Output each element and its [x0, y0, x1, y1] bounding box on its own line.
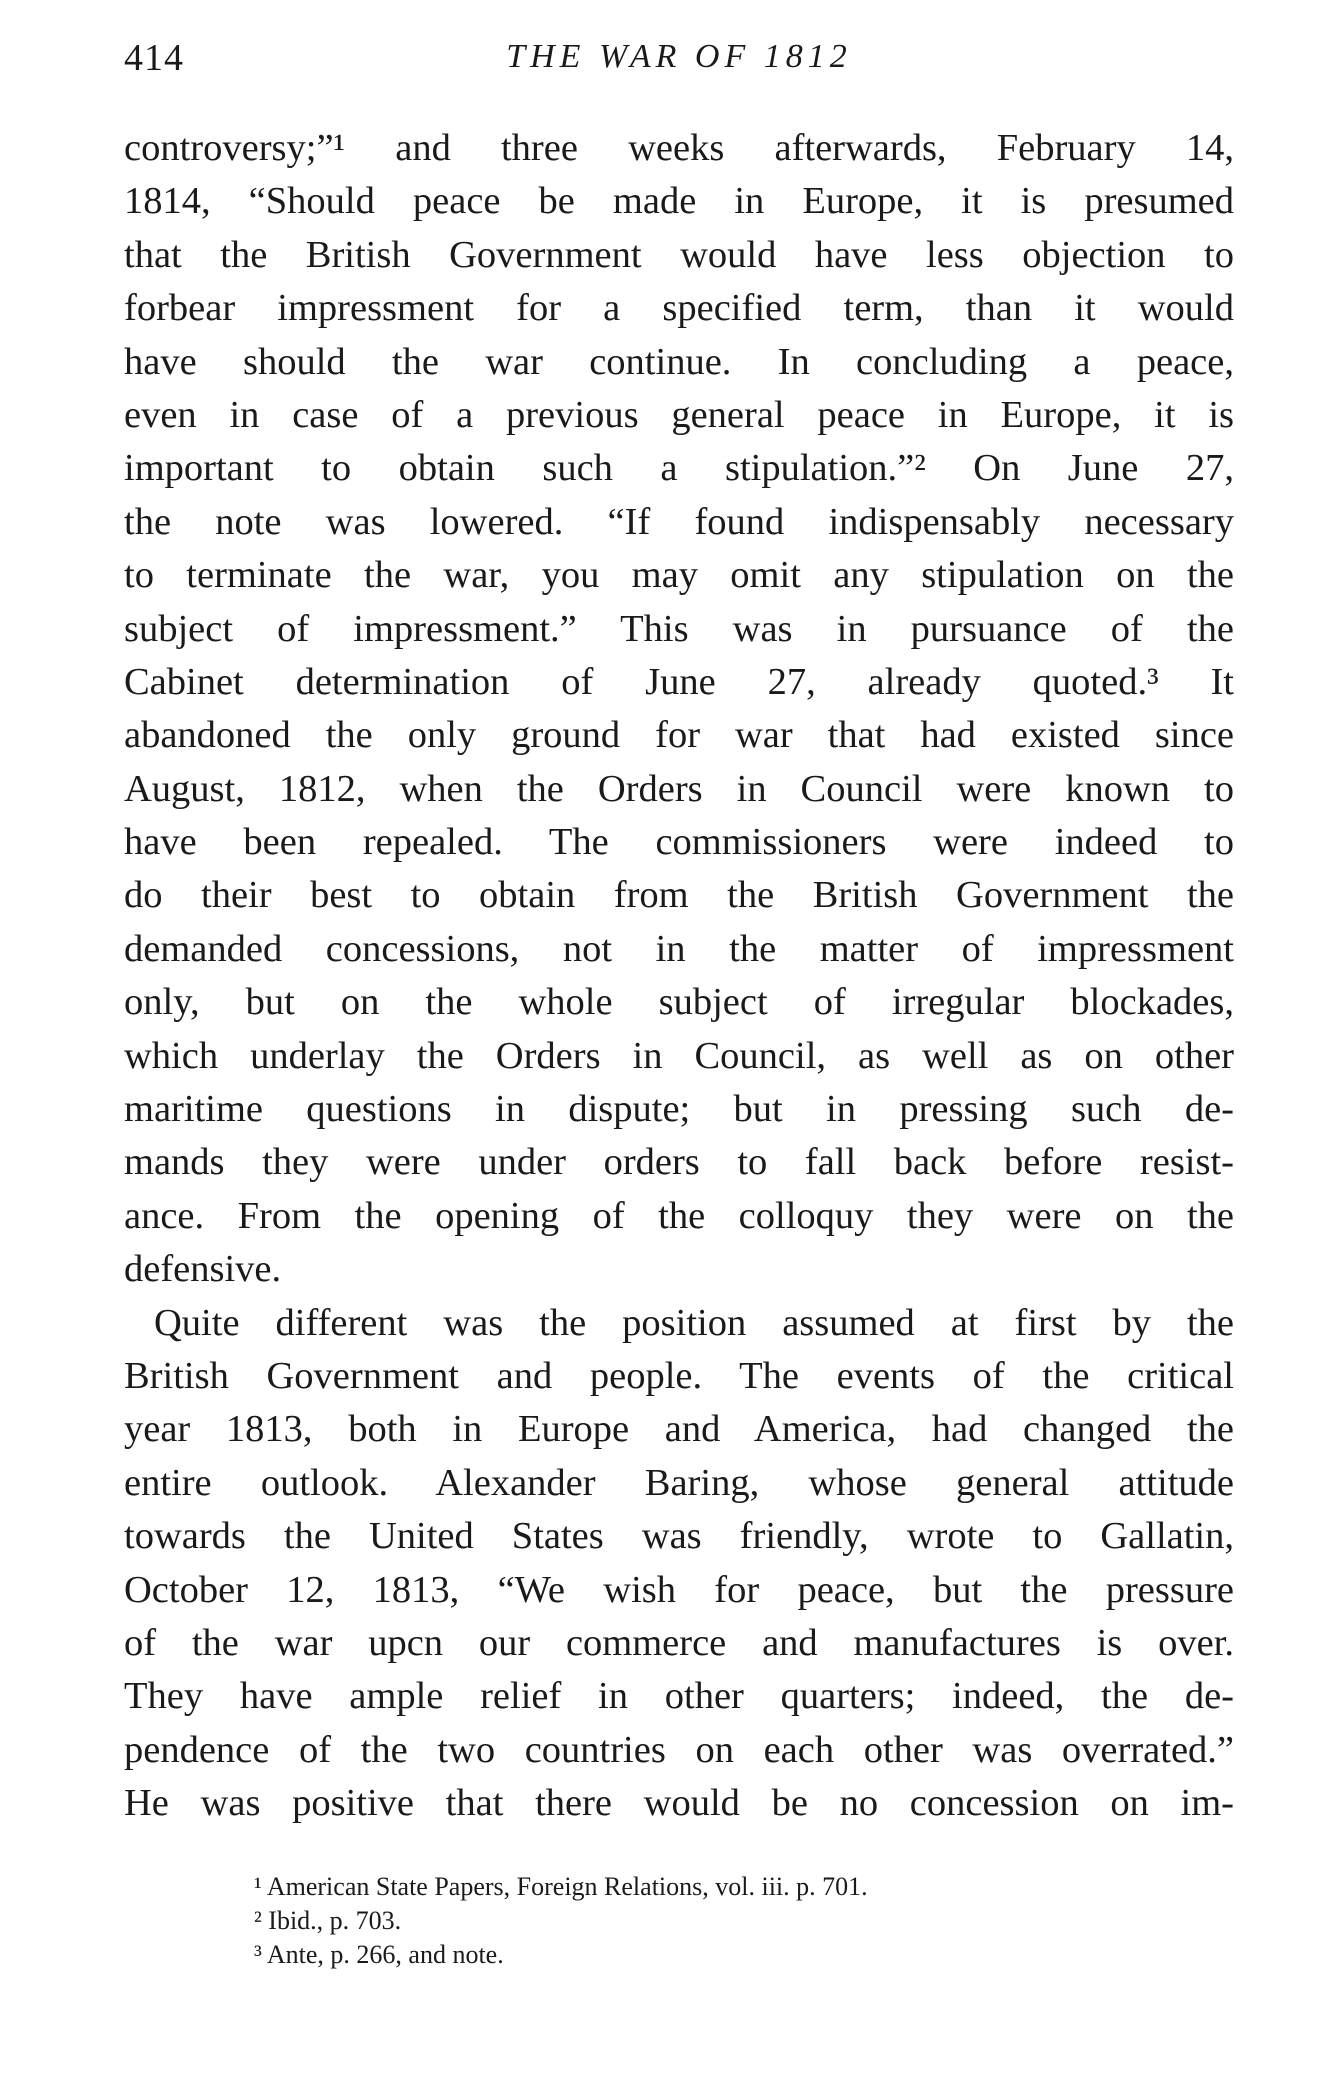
- text-line: pendence of the two countries on each other was overrated.”: [124, 1728, 1234, 1771]
- text-line: demanded concessions, not in the matter of impressment: [124, 927, 1234, 970]
- text-line: towards the United States was friendly, wrote to Gallatin,: [124, 1515, 1234, 1558]
- text-line: Cabinet determination of June 27, already quoted.³ It: [124, 660, 1234, 703]
- text-line: important to obtain such a stipulation.”² On June 27,: [124, 447, 1234, 490]
- footnote-2: ² Ibid., p. 703.: [254, 1906, 402, 1935]
- text-line: of the war upcn our commerce and manufactures is over.: [124, 1621, 1234, 1664]
- text-line: year 1813, both in Europe and America, had changed the: [124, 1408, 1234, 1451]
- text-line: They have ample relief in other quarters; indeed, the de-: [124, 1675, 1234, 1718]
- text-line: British Government and people. The events of the critical: [124, 1354, 1234, 1397]
- text-line: He was positive that there would be no concession on im-: [124, 1782, 1234, 1825]
- footnote-1: ¹ American State Papers, Foreign Relations, vol. iii. p. 701.: [254, 1872, 868, 1901]
- text-line: the note was lowered. “If found indispensably necessary: [124, 500, 1234, 543]
- body-text: [124, 122, 1234, 1831]
- text-line: Quite different was the position assumed at first by the: [154, 1301, 1234, 1344]
- text-line: subject of impressment.” This was in pursuance of the: [124, 607, 1234, 650]
- text-line: mands they were under orders to fall back before resist-: [124, 1141, 1234, 1184]
- footnote-3: ³ Ante, p. 266, and note.: [254, 1940, 504, 1969]
- text-line: to terminate the war, you may omit any stipulation on the: [124, 554, 1234, 597]
- text-line: do their best to obtain from the British Government the: [124, 874, 1234, 917]
- text-line: ance. From the opening of the colloquy they were on the: [124, 1194, 1234, 1237]
- text-line: October 12, 1813, “We wish for peace, but the pressure: [124, 1568, 1234, 1611]
- running-title: THE WAR OF 1812: [506, 38, 852, 75]
- text-line: entire outlook. Alexander Baring, whose general attitude: [124, 1461, 1234, 1504]
- page-number: 414: [124, 37, 184, 79]
- text-line: abandoned the only ground for war that had existed since: [124, 714, 1234, 757]
- text-line: that the British Government would have less objection to: [124, 233, 1234, 276]
- text-line: forbear impressment for a specified term, than it would: [124, 287, 1234, 330]
- footnotes: [254, 1870, 1234, 1972]
- text-line: have should the war continue. In concluding a peace,: [124, 340, 1234, 383]
- text-line: maritime questions in dispute; but in pressing such de-: [124, 1088, 1234, 1131]
- text-line: which underlay the Orders in Council, as well as on other: [124, 1034, 1234, 1077]
- text-line: August, 1812, when the Orders in Council were known to: [124, 767, 1234, 810]
- text-line: only, but on the whole subject of irregular blockades,: [124, 981, 1234, 1024]
- text-line: 1814, “Should peace be made in Europe, it is presumed: [124, 180, 1234, 223]
- text-line: even in case of a previous general peace in Europe, it is: [124, 393, 1234, 436]
- text-line: have been repealed. The commissioners were indeed to: [124, 821, 1234, 864]
- running-head: [124, 36, 1234, 86]
- text-line: defensive.: [124, 1248, 282, 1291]
- text-line: controversy;”¹ and three weeks afterwards, February 14,: [124, 127, 1234, 169]
